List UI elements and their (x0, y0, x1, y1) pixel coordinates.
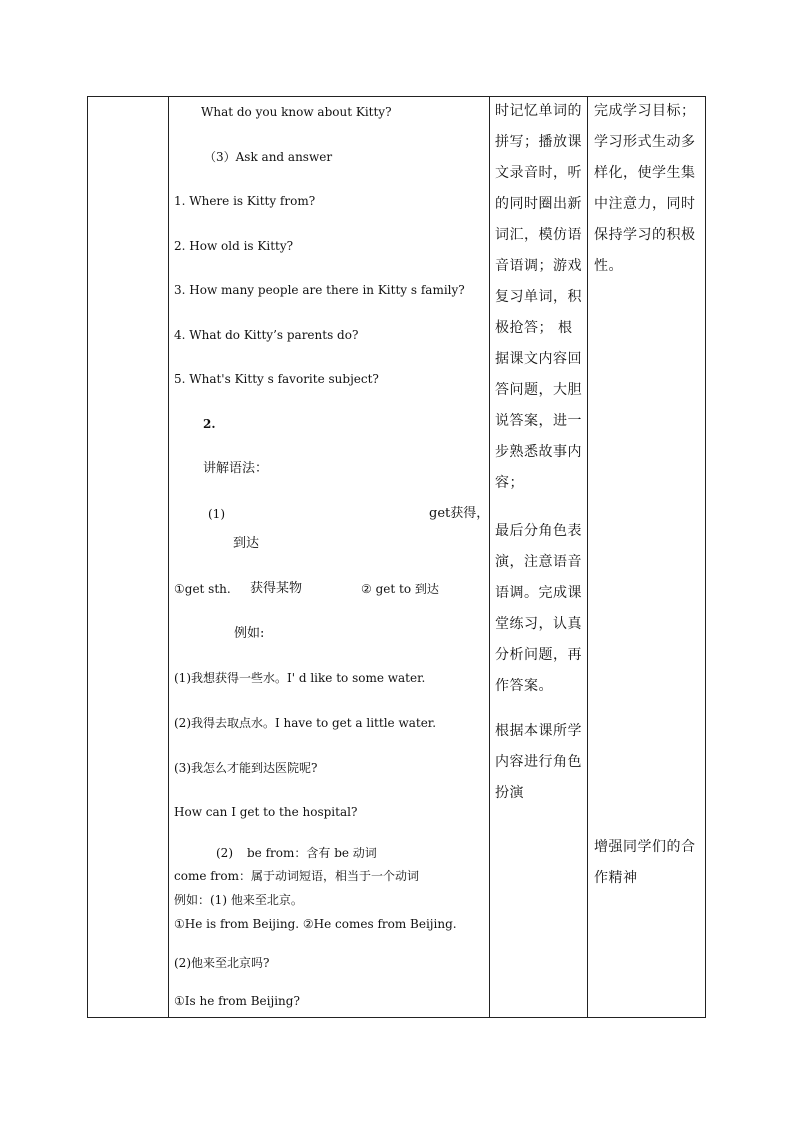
come-from: come from：属于动词短语，相当于一个动词 (174, 869, 420, 883)
example-label: 例如: (234, 626, 265, 641)
example-question: (2)他来至北京吗? (174, 956, 270, 970)
question-1: 1. Where is Kitty from? (174, 194, 316, 208)
example-question-answer: ①Is he from Beijing? (174, 994, 300, 1008)
point-2-be-from: be from：含有 be 动词 (247, 846, 377, 860)
student-activity-text: 时记忆单词的拼写；播放课文录音时，听的同时圈出新词汇，模仿语音语调；游戏复习单词，积极抢答； 根据课文内容回答问题，大胆说答案，进一步熟悉故事内容； (495, 103, 582, 491)
question-4: 4. What do Kitty’s parents do? (174, 328, 359, 342)
point-2-number: (2) (216, 846, 233, 860)
question-3: 3. How many people are there in Kitty s family? (174, 283, 465, 297)
design-intent-cooperation: 增强同学们的合作精神 (594, 839, 696, 886)
example-beijing: 例如：(1) 他来至北京。 (174, 893, 303, 907)
column-divider (489, 97, 490, 1017)
get-sth: ①get sth. (174, 582, 231, 596)
get-to: ② get to 到达 (361, 582, 439, 596)
student-activity-roleplay: 最后分角色表演，注意语音语调。完成课堂练习，认真分析问题，再作答案。 (495, 523, 582, 694)
step-2-number: 2. (203, 417, 216, 431)
example-beijing-answer: ①He is from Beijing. ②He comes from Beijing. (174, 917, 457, 931)
step-3-heading: （3）Ask and answer (204, 150, 333, 164)
example-3: (3)我怎么才能到达医院呢? (174, 761, 318, 775)
example-2: (2)我得去取点水。I have to get a little water. (174, 716, 437, 730)
student-activity-practice: 根据本课所学内容进行角色扮演 (495, 723, 582, 801)
grammar-heading: 讲解语法： (203, 461, 269, 476)
point-1-number: (1) (208, 507, 225, 521)
design-intent-text: 完成学习目标；学习形式生动多样化，使学生集中注意力，同时保持学习的积极性。 (594, 103, 696, 274)
point-1-get: get获得， (429, 506, 490, 521)
column-divider (168, 97, 169, 1017)
question-5: 5. What's Kitty s favorite subject? (174, 372, 379, 386)
example-1: (1)我想获得一些水。I' d like to some water. (174, 671, 426, 685)
question-2: 2. How old is Kitty? (174, 239, 294, 253)
get-sth-meaning: 获得某物 (250, 581, 303, 596)
point-1-arrive: 到达 (233, 536, 260, 551)
example-3-english: How can I get to the hospital? (174, 805, 358, 819)
column-divider (587, 97, 588, 1017)
kitty-question: What do you know about Kitty? (201, 105, 392, 119)
